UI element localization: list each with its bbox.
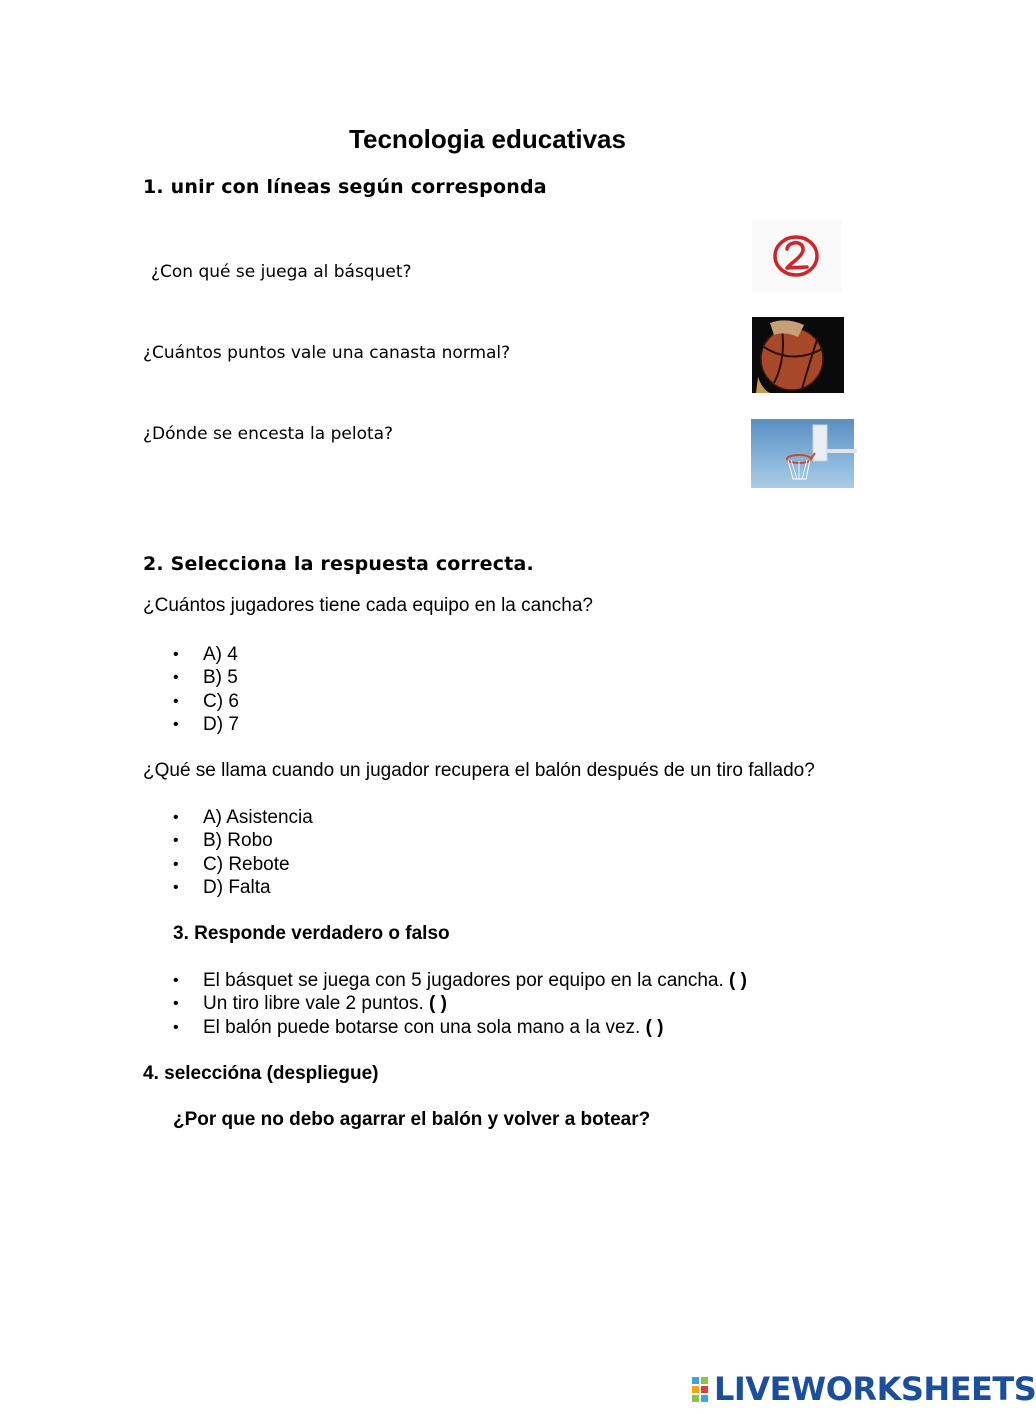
- section1-heading: 1. unir con líneas según corresponda: [143, 176, 547, 198]
- section4-question: ¿Por que no debo agarrar el balón y volver a botear?: [173, 1109, 651, 1130]
- true-false-item: [173, 969, 747, 992]
- list-item[interactable]: • B) Robo: [173, 829, 313, 852]
- answer-list-rebound: [173, 806, 313, 899]
- statement-text: El balón puede botarse con una sola mano a la vez.: [203, 1016, 641, 1038]
- answer-blank[interactable]: ( ): [645, 1016, 664, 1038]
- match-question-2: ¿Cuántos puntos vale una canasta normal?: [143, 343, 511, 363]
- question-players: ¿Cuántos jugadores tiene cada equipo en la cancha?: [143, 595, 593, 616]
- answer-list-players: [173, 643, 239, 736]
- question-rebound: ¿Qué se llama cuando un jugador recupera el balón después de un tiro fallado?: [143, 760, 815, 781]
- liveworksheets-logo-text: LIVEWORKSHEETS: [714, 1370, 1036, 1408]
- section2-heading: 2. Selecciona la respuesta correcta.: [143, 553, 534, 575]
- basketball-icon: [752, 317, 844, 393]
- statement-text: Un tiro libre vale 2 puntos.: [203, 993, 424, 1015]
- answer-blank[interactable]: ( ): [429, 993, 447, 1015]
- list-item[interactable]: • C) 6: [173, 690, 239, 713]
- page-title: Tecnologia educativas: [349, 124, 626, 154]
- true-false-list: [173, 969, 747, 1039]
- answer-blank[interactable]: ( ): [729, 970, 747, 991]
- basketball-hoop-icon: [751, 419, 854, 488]
- section4-heading: 4. seleccióna (despliegue): [143, 1063, 379, 1084]
- section3-heading: 3. Responde verdadero o falso: [173, 923, 450, 944]
- match-question-1: ¿Con qué se juega al básquet?: [151, 262, 412, 282]
- list-item[interactable]: • C) Rebote: [173, 853, 313, 876]
- match-question-3: ¿Dónde se encesta la pelota?: [143, 424, 394, 444]
- number-2-icon: [752, 220, 842, 292]
- statement-text: El básquet se juega con 5 jugadores por equipo en la cancha.: [203, 970, 724, 991]
- true-false-item: [173, 992, 747, 1015]
- list-item[interactable]: • D) Falta: [173, 876, 313, 899]
- list-item[interactable]: • A) Asistencia: [173, 806, 313, 829]
- list-item[interactable]: • B) 5: [173, 666, 239, 689]
- list-item[interactable]: • A) 4: [173, 643, 239, 666]
- list-item[interactable]: • D) 7: [173, 713, 239, 736]
- true-false-item: [173, 1016, 747, 1039]
